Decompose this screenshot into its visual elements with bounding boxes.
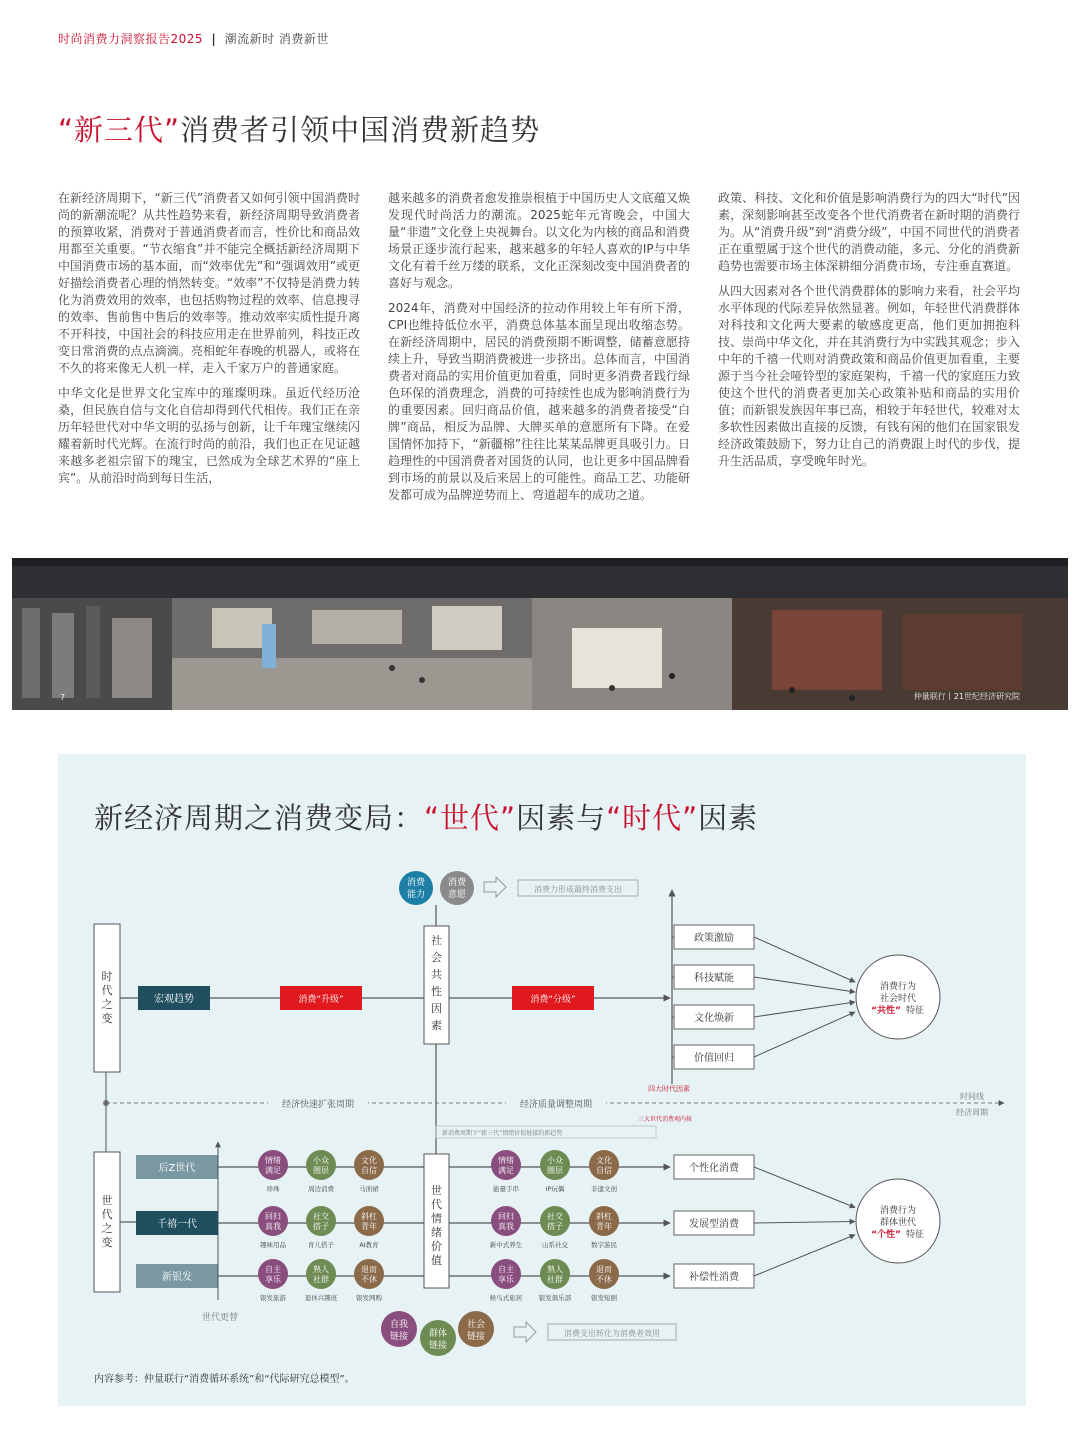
diagram-title-part: 新经济周期之消费变局： [94,801,425,835]
mall-photo-illustration [12,558,1068,710]
value-circle-text: 情绪 [265,1156,281,1165]
vertical-char: 世 [431,1184,442,1197]
trend-label: 银发旅游 [260,1294,286,1302]
value-circle [540,1259,570,1289]
vertical-char: 变 [101,1236,113,1249]
value-circle-text: 真我 [265,1222,281,1231]
text-column-1 [58,190,360,495]
generation-label: 后Z世代 [158,1163,196,1174]
trend-label: 马面裙 [359,1185,379,1193]
four-factors [672,925,855,1069]
paragraph: 中华文化是世界文化宝库中的璀璨明珠。虽近代经历沧桑，但民族自信与文化自信却得到代代相传。我们正在亲历年轻世代对中华文明的弘扬与创新，让千年瑰宝继续闪耀着新时代光辉。在流行时尚的前沿，我们也正在见证越来越多老祖宗留下的瑰宝，已然成为全球艺术界的“座上宾”。从前沿时尚到每日生活， [58,386,360,485]
link-circle-text: 链接 [428,1341,448,1351]
factor-label: 科技赋能 [694,973,734,984]
value-circle-text: 享乐 [265,1275,281,1284]
factor-arrow [754,977,855,992]
vertical-char: 代 [431,1198,442,1211]
vertical-char: 绪 [431,1226,442,1239]
paragraph: 从四大因素对各个世代消费群体的影响力来看，社会平均水平体现的代际差异依然显著。例如，年轻世代消费群体对科技和文化两大要素的敏感度更高，他们更加拥抱科技、崇尚中华文化，并在其消费行为中实践其观念；步入中年的千禧一代则对消费政策和商品价值更加看重，主要源于当今社会哑铃型的家庭架构，千禧一代的家庭压力致使这个世代的消费者更加关心政策补贴和商品的实用价值；而新银发族因年事已高，相较于年轻世代，较难对太多软性因素做出直接的反馈，有钱有闲的他们在国家银发经济政策鼓励下，努力让自己的消费跟上时代的步伐，提升生活品质，享受晚年时光。 [718,284,1020,468]
vertical-char: 变 [101,1012,113,1025]
trend-label: 能量手串 [493,1185,519,1193]
vertical-char: 世 [101,1194,113,1207]
diagram-title-highlight: “时代” [606,801,699,835]
value-circle-text: 回归 [265,1212,281,1221]
consumption-arrow [754,1222,855,1224]
result-text: 特征 [905,1230,925,1240]
value-circle-text: 文化 [596,1156,612,1165]
consumption-type-label: 补偿性消费 [689,1272,739,1283]
value-circle [258,1259,288,1289]
value-circle [540,1150,570,1180]
value-circle-text: 自主 [498,1265,514,1274]
trend-label: 银发俱乐部 [538,1294,572,1302]
vertical-char: 情 [431,1212,442,1225]
value-circle-text: 社群 [547,1275,563,1284]
trend-label: 新中式养生 [489,1241,523,1249]
diagram-title-highlight: “世代” [424,801,517,835]
top-flow-text: 消费力形成最终消费支出 [534,885,622,894]
vertical-char: 之 [101,998,113,1011]
willingness-text: 意愿 [447,890,467,900]
trend-label: 银发短剧 [591,1294,617,1302]
value-circle-text: 青年 [596,1222,612,1231]
vertical-char: 社 [431,934,442,947]
consumption-type-label: 个性化消费 [689,1163,739,1174]
trend-label: 山系社交 [542,1241,568,1249]
value-circle-text: 自主 [265,1265,281,1274]
vertical-char: 性 [431,985,442,998]
diagram-panel [58,754,1026,1406]
value-circle-text: 熟人 [547,1265,563,1274]
value-circle-text: 文化 [361,1156,377,1165]
value-circle-text: 享乐 [498,1275,514,1284]
trend-label: 育儿搭子 [308,1241,334,1249]
value-circle [491,1259,521,1289]
result-text: 消费行为 [879,1206,917,1216]
link-circles [381,1311,494,1356]
vertical-char: 共 [431,968,442,981]
vertical-char: 因 [431,1002,442,1015]
value-circle [258,1150,288,1180]
vertical-char: 代 [101,984,113,997]
cycle-label: 经济周期 [956,1108,988,1117]
paragraph: 2024年，消费对中国经济的拉动作用较上年有所下滑，CPI也维持低位水平，消费总体基本面呈现出收缩态势。在新经济周期中，居民的消费预期不断调整，储蓄意愿持续上升，导致当期消费被进一步挤出。总体而言，中国消费者对商品的实用价值更加看重，同时更多消费者践行绿色环保的消费理念，消费的可持续性也成为影响消费行为的重要因素。回归商品价值，越来越多的消费者接受“白牌”商品，相反为品牌、大牌买单的意愿所有下降。在爱国情怀加持下，“新疆棉”往往比某某品牌更具吸引力。日趋理性的中国消费者对国货的认同，也让更多中国品牌看到市场的前景以及后来居上的可能性。商品工艺、功能研发都可成为品牌逆势而上、弯道超车的成功之道。 [388,301,690,502]
value-circle [258,1206,288,1236]
mall-photo [12,558,1068,710]
link-circle-text: 链接 [466,1332,486,1342]
diagram-title-part: 因素 [698,801,759,835]
value-circle-text: 满足 [265,1166,281,1175]
factor-arrow [754,1002,855,1017]
vertical-char: 时 [101,970,113,983]
hollow-arrow-icon [514,1322,536,1342]
value-circle-text: 斜杠 [361,1212,377,1221]
link-circle-text: 社会 [466,1320,486,1330]
paragraph: 政策、科技、文化和价值是影响消费行为的四大“时代”因素，深刻影响甚至改变各个世代消费者在新时期的消费行为。从“消费升级”到“消费分级”，中国不同世代的消费者正在重塑属于这个世代的消费动能，多元、分化的消费新趋势也需要市场主体深耕细分消费市场，专注垂直赛道。 [718,191,1020,273]
vertical-char: 之 [101,1222,113,1235]
report-subtitle: 潮流新时 消费新世 [224,32,329,46]
vertical-char: 会 [431,951,442,964]
result-text: 消费行为 [879,982,917,992]
value-circle [306,1259,336,1289]
report-name: 时尚消费力洞察报告2025 [58,32,204,46]
trend-label: 数字游民 [591,1241,617,1249]
trend-label: 趣味用品 [260,1241,286,1249]
value-circle-text: 搭子 [547,1222,563,1231]
generation-label: 新银发 [162,1272,192,1283]
value-circle-text: 自信 [361,1166,377,1175]
result-text: 群体世代 [879,1218,917,1228]
consumption-type-label: 发展型消费 [689,1219,739,1230]
value-circle [354,1150,384,1180]
factor-label: 价值回归 [694,1053,734,1064]
trend-label: 非遗文创 [591,1185,617,1193]
header-separator: | [211,32,217,46]
trend-label: 候鸟式旅居 [489,1294,523,1302]
trend-label: IP玩偶 [545,1185,565,1193]
value-circle-text: 不休 [361,1275,377,1284]
value-circle-text: 小众 [313,1156,329,1165]
vertical-char: 值 [431,1254,442,1267]
generation-rows [136,1150,855,1302]
willingness-text: 消费 [447,878,467,888]
value-circle-text: 社交 [547,1212,563,1221]
ability-text: 消费 [406,878,426,888]
paragraph: 越来越多的消费者愈发推崇根植于中国历史人文底蕴又焕发现代时尚活力的潮流。2025蛇年元宵晚会，中国大量“非遗”文化登上央视舞台。以文化为内核的商品和消费场景正逐步流行起来，越来越多的年轻人喜欢的IP与中华文化有着千丝万缕的联系，文化正深刻改变中国消费者的喜好与观念。 [388,191,690,290]
period-1-label: 经济快速扩张周期 [281,1100,355,1110]
value-circle [540,1206,570,1236]
generation-label: 千禧一代 [157,1219,197,1230]
value-circle-text: 熟人 [313,1265,329,1274]
macro-trend-label: 宏观趋势 [154,994,194,1005]
photo-caption: 仲量联行丨21世纪经济研究院 [913,692,1020,701]
vertical-char: 代 [101,1208,113,1221]
result-text: 社会时代 [879,994,917,1004]
link-circle-text: 自我 [389,1320,409,1330]
value-circle [306,1206,336,1236]
diagram-note: 内容参考：仲量联行“消费循环系统”和“代际研究总模型”。 [94,1374,355,1385]
generation-change-label: 世代更替 [201,1313,239,1323]
three-values-label: 三大世代消费观内核 [638,1116,693,1123]
value-circle-text: 情绪 [498,1156,514,1165]
four-factors-label: 四大时代因素 [648,1085,690,1093]
value-circle-text: 退而 [596,1265,612,1274]
factor-arrow [754,937,855,982]
trend-label: 退休兴趣班 [304,1294,338,1302]
page-number: 7 [60,693,66,702]
value-circle-text: 社交 [313,1212,329,1221]
paragraph: 在新经济周期下，“新三代”消费者又如何引领中国消费时尚的新潮流呢？从共性趋势来看，新经济周期导致消费者的预算收紧，消费对于普通消费者而言，性价比和商品效用都至关重要。“节衣缩食”并不能完全概括新经济周期下中国消费市场的基本面，而“效率优先”和“强调效用”或更好描绘消费者心理的悄然转变。“效率”不仅特是消费力转化为消费效用的效率，也包括购物过程的效率、信息搜寻的效率、售前售中售后的效率等。推动效率实质性提升离不开科技，中国社会的科技应用走在世界前列，科技正改变日常消费的点点滴滴。亮相蛇年春晚的机器人，或将在不久的将来像无人机一样，走入千家万户的普通家庭。 [58,191,360,375]
result-highlight: “个性” [871,1230,901,1240]
value-circle-text: 社群 [313,1275,329,1284]
value-circle-text: 搭子 [313,1222,329,1231]
factor-arrow [754,1012,855,1057]
link-circle-text: 链接 [389,1332,409,1342]
value-circle [306,1150,336,1180]
value-circle-text: 回归 [498,1212,514,1221]
report-header [58,30,329,47]
trend-label: 珍珠 [266,1185,280,1193]
value-circle [354,1206,384,1236]
trend-label: 周边消费 [308,1185,334,1193]
trend-label: AI教育 [359,1241,379,1249]
consumption-arrow [754,1167,855,1208]
trend-label: 银发网购 [356,1294,382,1302]
value-circle-text: 自信 [596,1166,612,1175]
value-circle [491,1206,521,1236]
hollow-arrow-icon [484,877,506,897]
consumption-arrow [754,1235,855,1276]
tiered-label: 消费“分级” [530,995,576,1005]
result-text: 特征 [905,1006,925,1016]
value-circle-text: 满足 [498,1166,514,1175]
value-circle [491,1150,521,1180]
diagram-title-part: 因素与 [516,801,607,835]
text-column-3 [718,190,1020,478]
upgrade-label: 消费“升级” [298,995,344,1005]
value-circle-text: 不休 [596,1275,612,1284]
factor-label: 文化焕新 [694,1013,734,1024]
title-highlight: “新三代” [58,113,181,147]
page-title [58,108,540,149]
value-circle-text: 圈层 [547,1166,563,1175]
value-circle-text: 真我 [498,1222,514,1231]
period-2-label: 经济质量调整周期 [519,1100,593,1110]
factor-label: 政策激励 [694,933,734,944]
value-circle [589,1150,619,1180]
title-rest: 消费者引领中国消费新趋势 [180,113,541,147]
vertical-char: 素 [431,1019,442,1032]
consumption-diagram [58,754,1026,1406]
timeline-label: 时间线 [960,1092,984,1101]
ability-text: 能力 [406,890,426,900]
value-circle-text: 圈层 [313,1166,329,1175]
result-highlight: “共性” [871,1006,901,1016]
bottom-flow-text: 消费支出转化为消费者效用 [564,1329,660,1338]
value-circle-text: 退而 [361,1265,377,1274]
value-circle [354,1259,384,1289]
vertical-char: 价 [431,1240,442,1253]
value-circle-text: 青年 [361,1222,377,1231]
text-column-2 [388,190,690,512]
value-circle-text: 小众 [547,1156,563,1165]
value-circle [589,1206,619,1236]
value-circle-text: 斜杠 [596,1212,612,1221]
link-circle-text: 群体 [428,1329,448,1339]
link-note: 新消费周期下“新三代”情绪价值链接的新趋势 [442,1130,563,1137]
value-circle [589,1259,619,1289]
